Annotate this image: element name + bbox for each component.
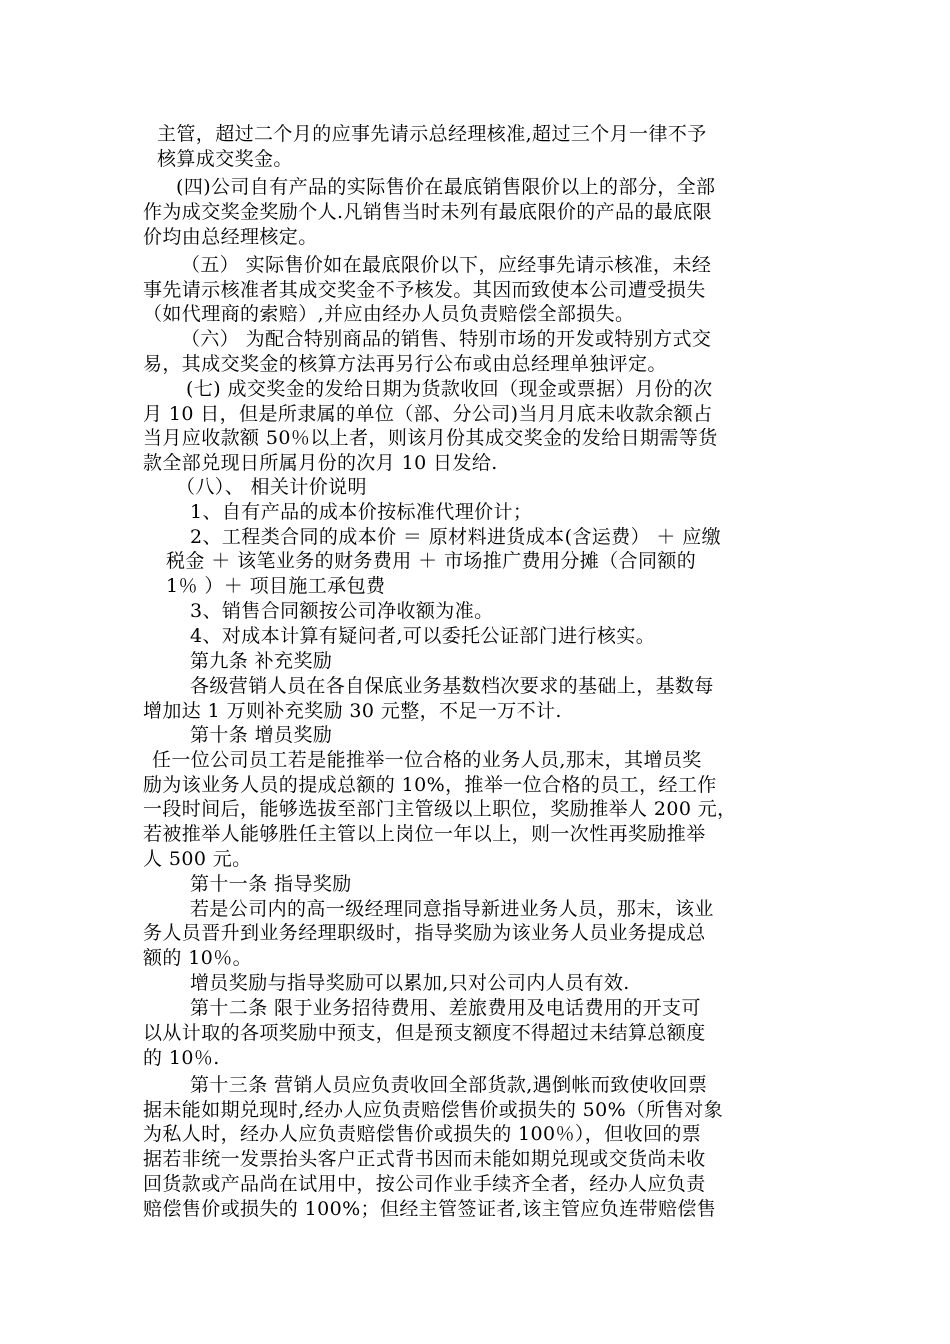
- text-line: 第十一条 指导奖励: [190, 873, 352, 895]
- text-line: 核算成交奖金。: [157, 148, 293, 170]
- text-line: 额的 10％。: [143, 947, 253, 969]
- text-line: 月 10 日，但是所隶属的单位（部、分公司)当月月底未收款余额占: [143, 403, 713, 425]
- text-line: （五） 实际售价如在最底限价以下，应经事先请示核准，未经: [181, 254, 712, 276]
- text-line: 作为成交奖金奖励个人.凡销售当时未列有最底限价的产品的最底限: [143, 201, 713, 223]
- text-line: 第十二条 限于业务招待费用、差旅费用及电话费用的开支可: [190, 997, 701, 1019]
- text-line: 增加达 1 万则补充奖励 30 元整，不足一万不计.: [143, 700, 562, 722]
- text-line: （八）、 相关计价说明: [176, 476, 367, 498]
- text-line: 据若非统一发票抬头客户正式背书因而未能如期兑现或交货尚未收: [143, 1148, 706, 1170]
- text-line: 增员奖励与指导奖励可以累加,只对公司内人员有效.: [190, 972, 630, 994]
- text-line: 以从计取的各项奖励中预支，但是预支额度不得超过未结算总额度: [143, 1022, 706, 1044]
- text-line: (七) 成交奖金的发给日期为货款收回（现金或票据）月份的次: [186, 378, 713, 400]
- text-line: （如代理商的索赔）,并应由经办人员负责赔偿全部损失。: [143, 303, 635, 325]
- text-line: 若被推举人能够胜任主管以上岗位一年以上，则一次性再奖励推举: [143, 823, 706, 845]
- text-line: 3、销售合同额按公司净收额为准。: [190, 600, 494, 622]
- text-line: 税金 ＋ 该笔业务的财务费用 ＋ 市场推广费用分摊（合同额的: [166, 550, 697, 572]
- text-line: 2、工程类合同的成本价 ＝ 原材料进货成本(含运费） ＋ 应缴: [190, 526, 722, 548]
- text-line: （六） 为配合特别商品的销售、特别市场的开发或特别方式交: [181, 328, 712, 350]
- text-line: 据未能如期兑现时,经办人应负责赔偿售价或损失的 50%（所售对象: [143, 1099, 724, 1121]
- text-line: 当月应收款额 50％以上者，则该月份其成交奖金的发给日期需等货: [143, 427, 718, 449]
- text-line: 若是公司内的高一级经理同意指导新进业务人员，那末，该业: [190, 898, 714, 920]
- text-line: 一段时间后，能够选拔至部门主管级以上职位，奖励推举人 200 元，: [143, 798, 737, 820]
- text-line: 任一位公司员工若是能推举一位合格的业务人员,那末，其增员奖: [152, 749, 702, 771]
- text-line: 为私人时，经办人应负责赔偿售价或损失的 100％），但收回的票: [143, 1123, 702, 1145]
- text-line: 款全部兑现日所属月份的次月 10 日发给.: [143, 452, 498, 474]
- text-line: 第十条 增员奖励: [190, 724, 333, 746]
- text-line: 第九条 补充奖励: [190, 650, 333, 672]
- text-line: 励为该业务人员的提成总额的 10%，推举一位合格的员工，经工作: [143, 774, 717, 796]
- text-line: 主管，超过二个月的应事先请示总经理核准,超过三个月一律不予: [157, 123, 707, 145]
- text-line: 易，其成交奖金的核算方法再另行公布或由总经理单独评定。: [143, 353, 667, 375]
- text-line: 1％ ）＋ 项目施工承包费: [166, 575, 386, 597]
- text-line: 各级营销人员在各自保底业务基数档次要求的基础上，基数每: [190, 675, 714, 697]
- text-line: 的 10％.: [143, 1047, 220, 1069]
- text-line: 第十三条 营销人员应负责收回全部货款,遇倒帐而致使收回票: [190, 1074, 708, 1096]
- text-line: 回货款或产品尚在试用中，按公司作业手续齐全者，经办人应负责: [143, 1173, 706, 1195]
- text-line: (四)公司自有产品的实际售价在最底销售限价以上的部分，全部: [176, 176, 716, 198]
- text-line: 价均由总经理核定。: [143, 226, 318, 248]
- text-line: 1、自有产品的成本价按标准代理价计；: [190, 501, 533, 523]
- text-line: 事先请示核准者其成交奖金不予核发。其因而致使本公司遭受损失: [143, 279, 706, 301]
- text-line: 4、对成本计算有疑问者,可以委托公证部门进行核实。: [190, 625, 656, 647]
- text-line: 人 500 元。: [143, 848, 252, 870]
- text-line: 务人员晋升到业务经理职级时，指导奖励为该业务人员业务提成总: [143, 922, 706, 944]
- text-line: 赔偿售价或损失的 100%；但经主管签证者,该主管应负连带赔偿售: [143, 1198, 717, 1220]
